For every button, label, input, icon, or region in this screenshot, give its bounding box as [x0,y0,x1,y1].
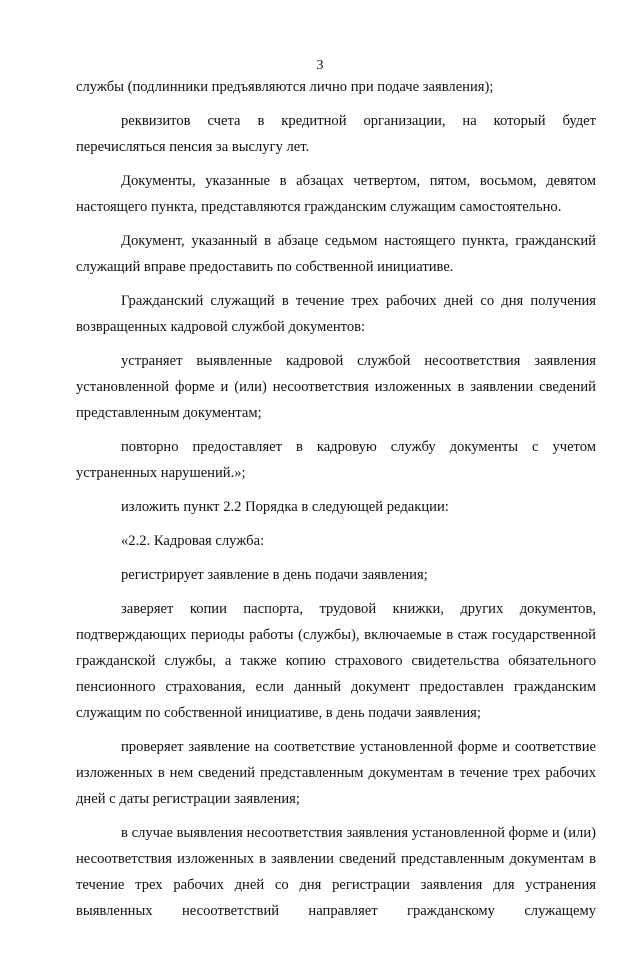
paragraph-11: заверяет копии паспорта, трудовой книжки, других документов, подтверждающих периоды работы (службы), включаемые в стаж государственной гражданской службы, а также копию страхового свидетельства обязательного пенсионного страхования, если данный документ предоставлен гражданским служащим по собственной инициативе, в день подачи заявления; [76,601,596,721]
paragraph-1: службы (подлинники предъявляются лично при подаче заявления); [76,79,494,95]
document-body [76,74,596,958]
paragraph-9: «2.2. Кадровая служба: [121,533,265,549]
paragraph-2: реквизитов счета в кредитной организации, на который будет перечисляться пенсия за выслугу лет. [76,113,596,155]
paragraph-7: повторно предоставляет в кадровую службу документы с учетом устраненных нарушений.»; [76,439,596,481]
paragraph-10: регистрирует заявление в день подачи заявления; [121,567,428,583]
paragraph-12: проверяет заявление на соответствие установленной форме и соответствие изложенных в нем сведений представленным документам в течение трех рабочих дней с даты регистрации заявления; [76,739,596,807]
paragraph-4: Документ, указанный в абзаце седьмом настоящего пункта, гражданский служащий вправе предоставить по собственной инициативе. [76,233,596,275]
paragraph-13: в случае выявления несоответствия заявления установленной форме и (или) несоответствия изложенных в заявлении сведений представленным документам в течение трех рабочих дней со дня регистрации заявления для устранения выявленных несоответствий направляет гражданскому служащему [76,825,596,919]
paragraph-5: Гражданский служащий в течение трех рабочих дней со дня получения возвращенных кадровой службой документов: [76,293,596,335]
paragraph-3: Документы, указанные в абзацах четвертом, пятом, восьмом, девятом настоящего пункта, представляются гражданским служащим самостоятельно. [76,173,596,215]
paragraph-6: устраняет выявленные кадровой службой несоответствия заявления установленной форме и (или) несоответствия изложенных в заявлении сведений представленным документам; [76,353,596,421]
page-number: 3 [316,58,324,73]
paragraph-8: изложить пункт 2.2 Порядка в следующей редакции: [121,499,449,515]
